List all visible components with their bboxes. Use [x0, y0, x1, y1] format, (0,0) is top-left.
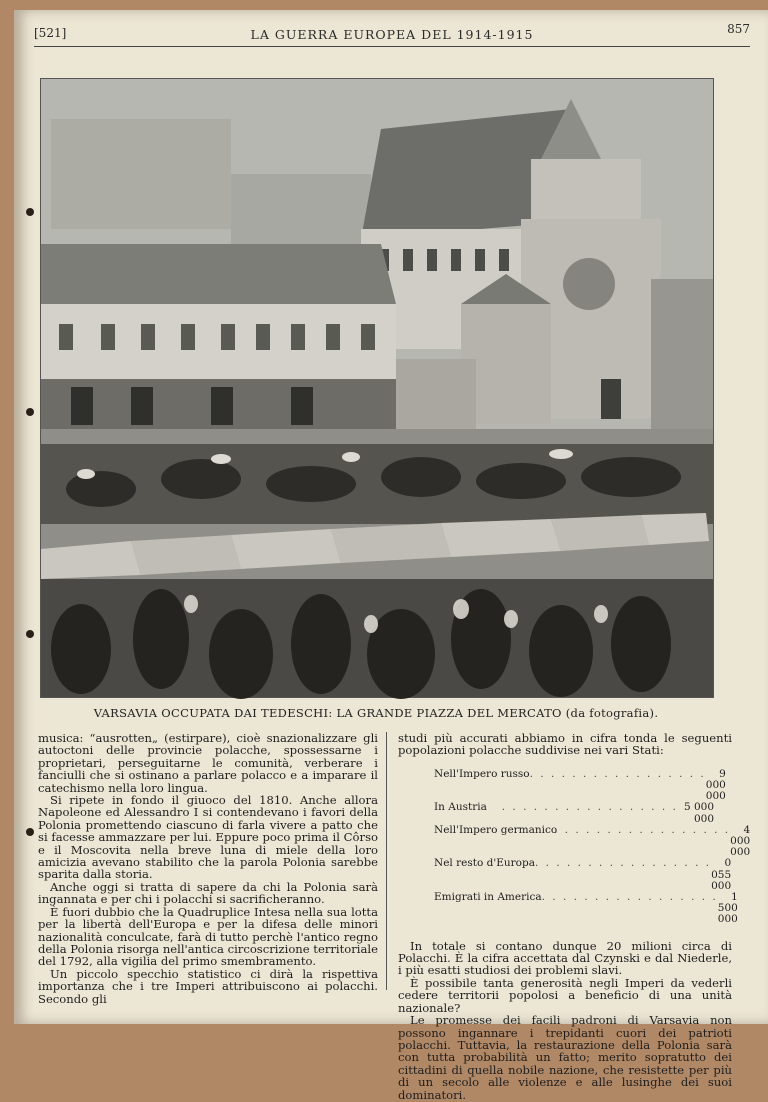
page-number: 857: [727, 22, 750, 36]
population-table: [398, 767, 751, 926]
market-square-photograph: [40, 78, 714, 698]
stat-value: 1 500 000: [717, 891, 738, 926]
paragraph: È possibile tanta generosità negli Imperi da vederli cedere territorii popolosi a beneficio di una unità nazionale?: [398, 975, 732, 1015]
paragraph: Anche oggi si tratta di sapere da chi la Polonia sarà ingannata e per chi i polacchi si sacrificheranno.: [38, 879, 378, 907]
running-title: LA GUERRA EUROPEA DEL 1914-1915: [250, 27, 534, 42]
paragraph: Si ripete in fondo il giuoco del 1810. Anche allora Napoleone ed Alessandro I si contendevano i favori della Polonia promettendo ciascuno di farla vivere a patto che si facesse ammazzare per lui. Eppure poco prima il Côrso e il Moscovita nella breve luna di miele della loro amicizia avevano stabilito che la parola Polonia sarebbe sparita dalla storia.: [38, 793, 378, 882]
running-header: [34, 24, 750, 47]
stat-value: 4 000 000: [730, 823, 751, 859]
table-row: In Austria . . . . . . . . . . . . . . . . . 5 000 000: [398, 802, 732, 824]
binding-hole: [26, 208, 34, 216]
paragraph: Le promesse dei facili padroni di Varsavia non possono ingannare i trepidanti cuori dei patrioti polacchi. Tuttavia, la restaurazione della Polonia sarà con tutta probabilità un fatto; merito sopratutto dei cittadini di quella nobile nazione, che resistette per più di un secolo alle violenze e alle lusinghe dei suoi dominatori.: [398, 1013, 732, 1102]
paragraph: È fuori dubbio che la Quadruplice Intesa nella sua lotta per la libertà dell'Europa e per la difesa delle minori nazionalità conculcate, farà di tutto perchè l'antico regno della Polonia risorga nell'antica circoscrizione territoriale del 1792, alla vigilia del primo smembramento.: [38, 904, 378, 969]
stat-label: In Austria: [434, 801, 487, 814]
stat-label: Nel resto d'Europa: [434, 857, 535, 870]
paragraph: Un piccolo specchio statistico ci dirà la rispettiva importanza che i tre Imperi attribuiscono ai polacchi. Secondo gli: [38, 966, 378, 1006]
paragraph: In totale si contano dunque 20 milioni circa di Polacchi. È la cifra accettata dal Czynski e dal Niederle, i più esatti studiosi dei problemi slavi.: [398, 938, 732, 978]
paragraph: musica: “ausrotten„ (estirpare), cioè snazionalizzare gli autoctoni delle provincie polacche, spossessarne i proprietari, perseguitarne le comunità, verberare i fanciulli che si ostinano a parlare polacco e a imparare il catechismo nella loro lingua.: [38, 731, 378, 795]
stat-label: Nell'Impero russo: [434, 767, 530, 780]
photo-caption: VARSAVIA OCCUPATA DAI TEDESCHI: LA GRANDE PIAZZA DEL MERCATO (da fotografia).: [93, 706, 659, 720]
column-divider: [386, 732, 387, 990]
stat-value: 0 055 000: [711, 857, 732, 892]
table-row: Nell'Impero russo . . . . . . . . . . . . . . . . . 9 000 000: [398, 769, 732, 803]
paragraph: studi più accurati abbiamo in cifra tonda le seguenti popolazioni polacche suddivise nei vari Stati:: [398, 731, 732, 758]
table-row: Emigrati in America . . . . . . . . . . . . . . . . . 1 500 000: [398, 892, 732, 926]
binding-hole: [26, 630, 34, 638]
right-text-column: [398, 731, 751, 1102]
table-row: Nell'Impero germanico . . . . . . . . . . . . . . . . . 4 000 000: [398, 825, 732, 859]
left-text-column: [38, 732, 378, 1005]
binding-hole: [26, 408, 34, 416]
page-bracket-number: [521]: [34, 26, 67, 40]
stat-label: Nell'Impero germanico: [434, 823, 558, 836]
stat-value: 5 000 000: [683, 801, 714, 825]
stat-value: 9 000 000: [705, 767, 726, 803]
table-row: Nel resto d'Europa . . . . . . . . . . . . . . . . . 0 055 000: [398, 858, 732, 892]
stat-label: Emigrati in America: [434, 891, 542, 904]
binding-hole: [26, 828, 34, 836]
